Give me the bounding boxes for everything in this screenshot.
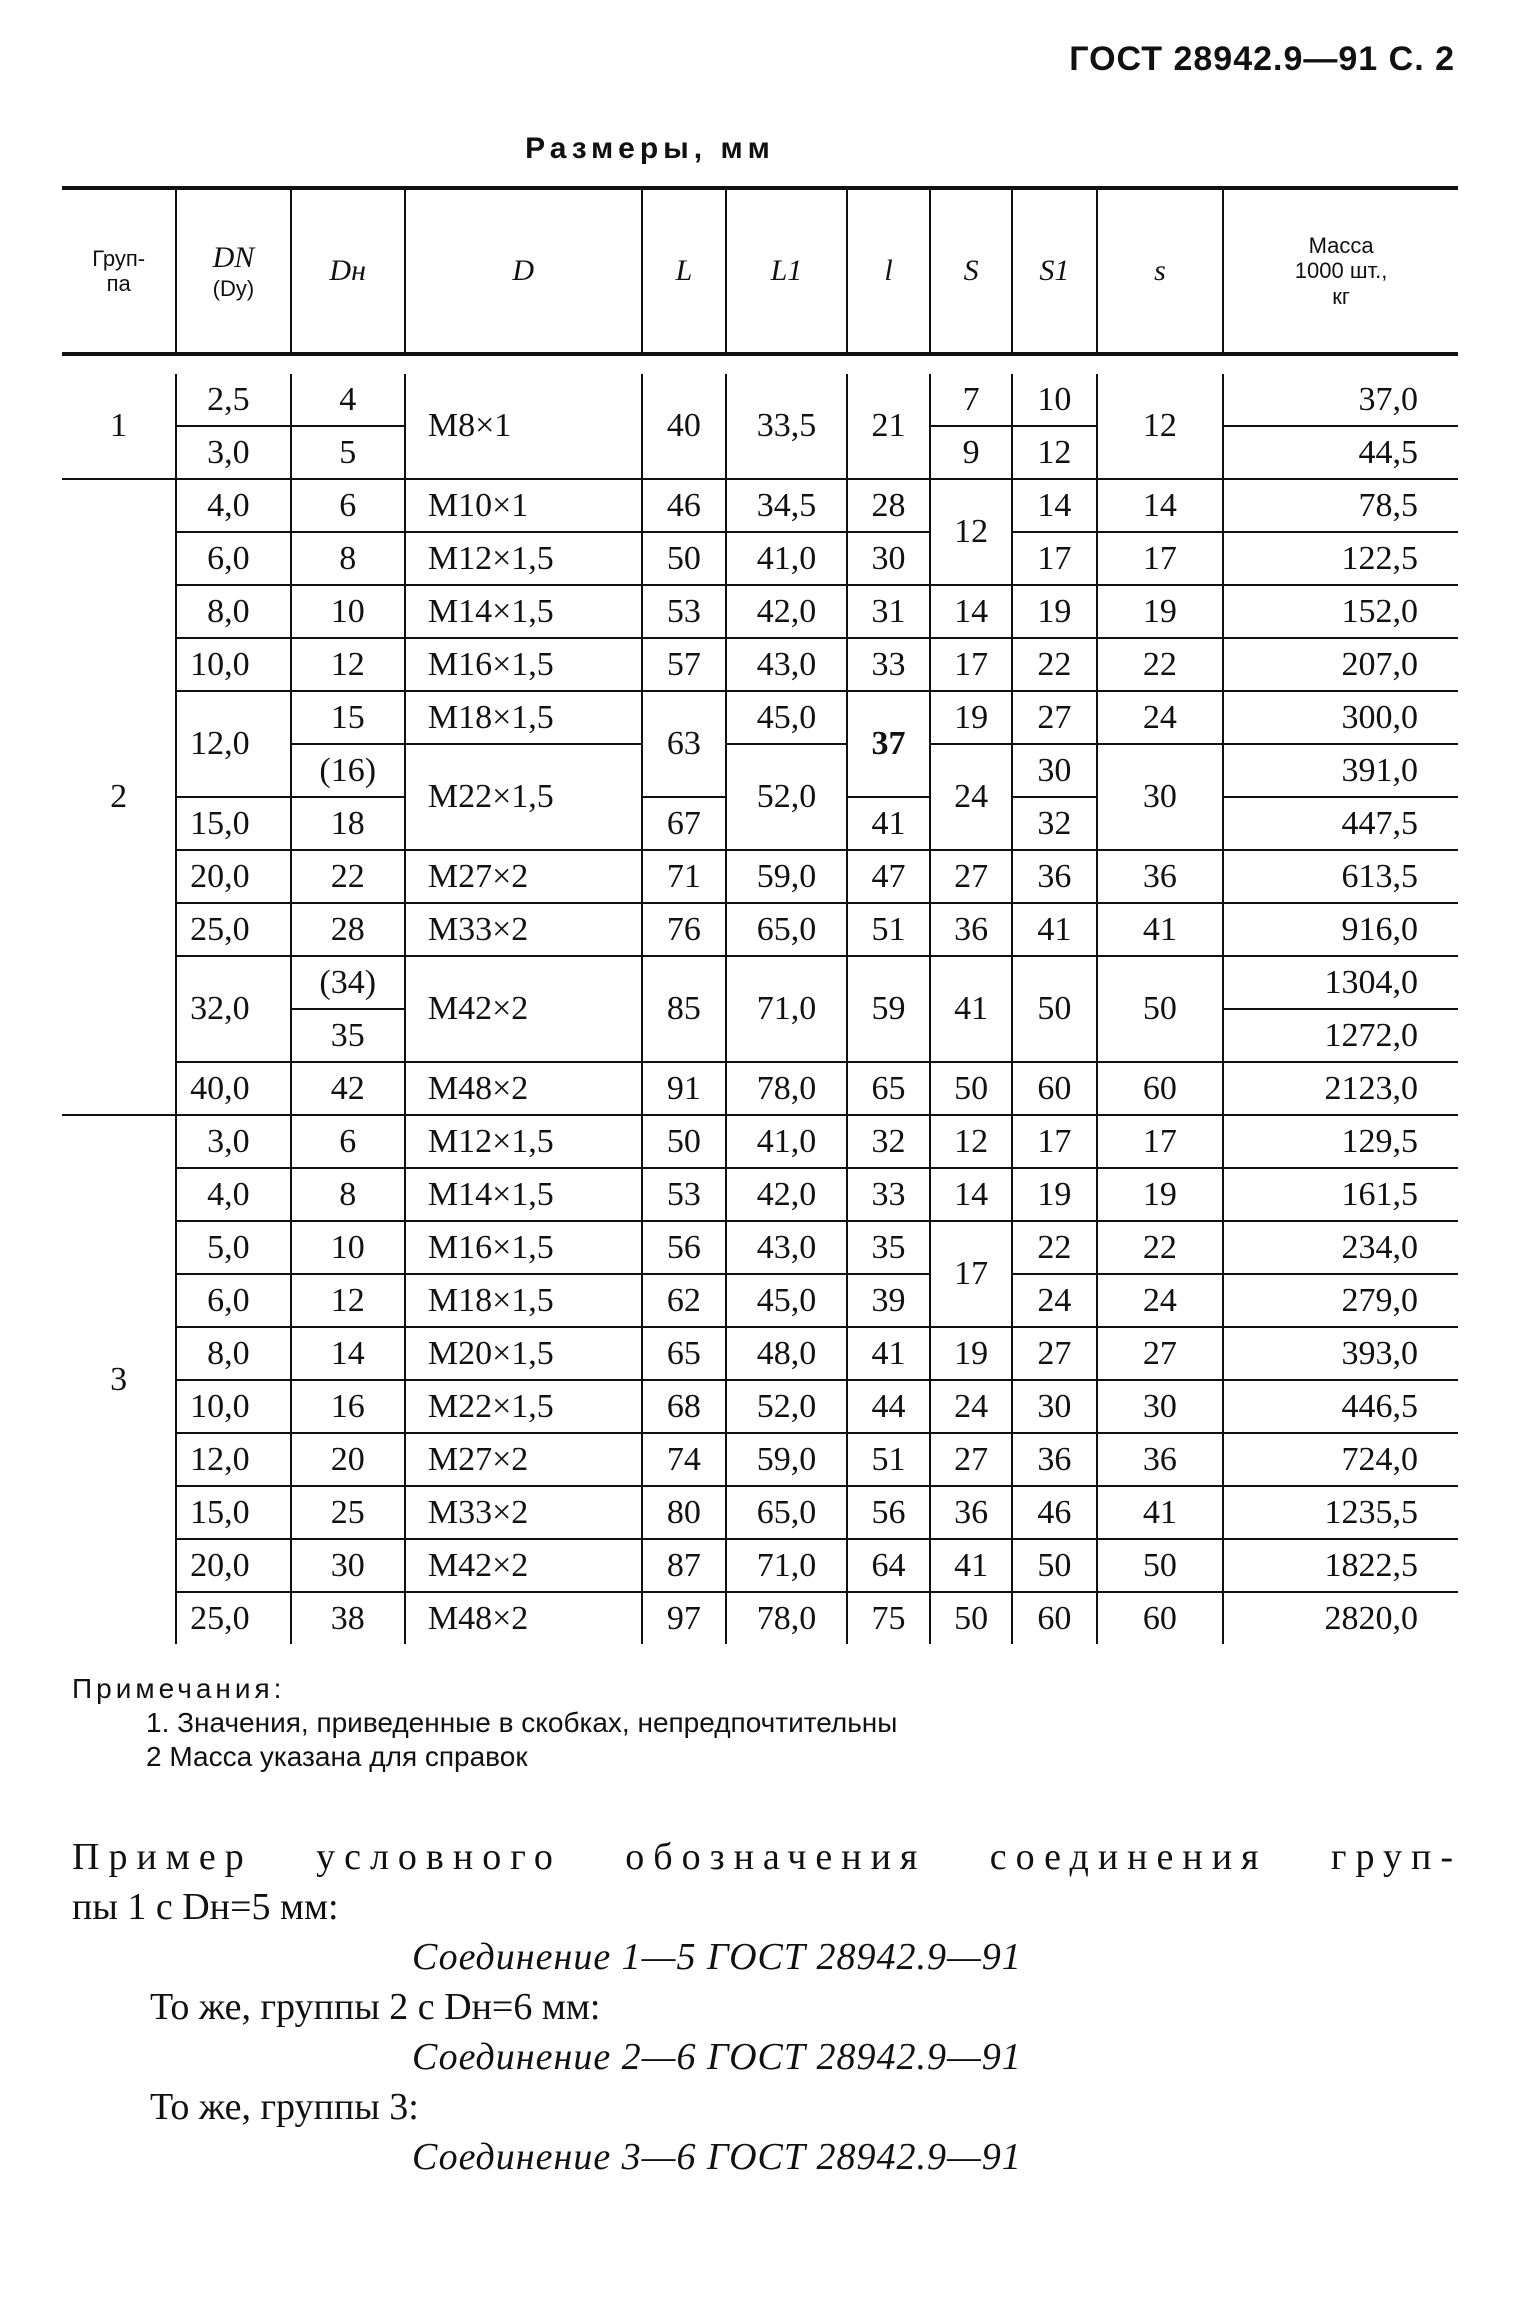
s-cell: 27: [930, 1433, 1012, 1486]
s-cell: 12: [930, 479, 1012, 585]
d-cell: M12×1,5: [405, 1115, 642, 1168]
mass-cell: 129,5: [1223, 1115, 1458, 1168]
table-row: [62, 1592, 1458, 1644]
s-small-cell: 17: [1097, 1115, 1224, 1168]
header-group: Груп- па: [62, 188, 176, 354]
l-small-cell: 28: [847, 479, 931, 532]
s1-cell: 60: [1012, 1592, 1097, 1644]
dn-cell: 10,0: [176, 638, 290, 691]
s-cell: 17: [930, 638, 1012, 691]
s-cell: 9: [930, 426, 1012, 479]
s1-cell: 17: [1012, 532, 1097, 585]
s-small-cell: 14: [1097, 479, 1224, 532]
table-row: [62, 903, 1458, 956]
mass-cell: 393,0: [1223, 1327, 1458, 1380]
d-cell: M16×1,5: [405, 638, 642, 691]
l1-cell: 42,0: [726, 1168, 846, 1221]
s1-cell: 30: [1012, 744, 1097, 797]
group-cell: 2: [62, 479, 176, 1115]
l1-cell: 45,0: [726, 1274, 846, 1327]
table-row: [62, 1539, 1458, 1592]
table-row: [62, 1486, 1458, 1539]
mass-cell: 161,5: [1223, 1168, 1458, 1221]
l-small-cell: 35: [847, 1221, 931, 1274]
dh-cell: (34): [291, 956, 405, 1009]
table-row: [62, 1433, 1458, 1486]
l-small-cell: 32: [847, 1115, 931, 1168]
d-cell: M14×1,5: [405, 585, 642, 638]
header-d-text: D: [512, 253, 535, 287]
s-cell: 19: [930, 691, 1012, 744]
s-cell: 36: [930, 1486, 1012, 1539]
dn-cell: 5,0: [176, 1221, 290, 1274]
s1-cell: 27: [1012, 691, 1097, 744]
table-row: [62, 1168, 1458, 1221]
l-small-cell: 39: [847, 1274, 931, 1327]
l1-cell: 34,5: [726, 479, 846, 532]
l1-cell: 71,0: [726, 956, 846, 1062]
s-small-cell: 50: [1097, 956, 1224, 1062]
mass-cell: 916,0: [1223, 903, 1458, 956]
s1-cell: 12: [1012, 426, 1097, 479]
dn-cell: 3,0: [176, 1115, 290, 1168]
d-cell: M22×1,5: [405, 744, 642, 850]
l1-cell: 52,0: [726, 1380, 846, 1433]
s-cell: 50: [930, 1062, 1012, 1115]
dh-cell: (16): [291, 744, 405, 797]
header-dn-text: DN: [212, 241, 255, 275]
mass-cell: 447,5: [1223, 797, 1458, 850]
s-cell: 12: [930, 1115, 1012, 1168]
dh-cell: 12: [291, 1274, 405, 1327]
designation-example: [72, 1832, 1462, 2182]
s-cell: 24: [930, 744, 1012, 850]
s1-cell: 22: [1012, 1221, 1097, 1274]
mass-cell: 279,0: [1223, 1274, 1458, 1327]
s-small-cell: 22: [1097, 1221, 1224, 1274]
mass-cell: 1822,5: [1223, 1539, 1458, 1592]
l1-cell: 48,0: [726, 1327, 846, 1380]
d-cell: M42×2: [405, 1539, 642, 1592]
mass-cell: 724,0: [1223, 1433, 1458, 1486]
table-header-row: [62, 188, 1458, 354]
dh-cell: 6: [291, 479, 405, 532]
dn-cell: 32,0: [176, 956, 290, 1062]
table-row: [62, 638, 1458, 691]
s1-cell: 27: [1012, 1327, 1097, 1380]
s-small-cell: 41: [1097, 903, 1224, 956]
l-small-cell: 59: [847, 956, 931, 1062]
s-small-cell: 30: [1097, 1380, 1224, 1433]
s1-cell: 14: [1012, 479, 1097, 532]
dn-cell: 15,0: [176, 1486, 290, 1539]
l1-cell: 45,0: [726, 691, 846, 744]
page-header: ГОСТ 28942.9—91 С. 2: [1069, 40, 1455, 78]
l1-cell: 41,0: [726, 1115, 846, 1168]
table-row: [62, 691, 1458, 744]
mass-cell: 37,0: [1223, 374, 1458, 426]
example-same-group-2: То же, группы 2 с Dн=6 мм:: [150, 1986, 601, 2028]
header-mass: Масса 1000 шт., кг: [1223, 188, 1458, 354]
mass-cell: 613,5: [1223, 850, 1458, 903]
s1-cell: 46: [1012, 1486, 1097, 1539]
s-small-cell: 19: [1097, 1168, 1224, 1221]
dn-cell: 20,0: [176, 850, 290, 903]
dn-cell: 8,0: [176, 585, 290, 638]
s1-cell: 19: [1012, 585, 1097, 638]
dh-cell: 4: [291, 374, 405, 426]
s-small-cell: 36: [1097, 850, 1224, 903]
s1-cell: 36: [1012, 850, 1097, 903]
mass-cell: 1235,5: [1223, 1486, 1458, 1539]
header-s-text: S: [963, 253, 979, 287]
s-cell: 19: [930, 1327, 1012, 1380]
s-small-cell: 12: [1097, 374, 1224, 479]
group-cell: 1: [62, 374, 176, 479]
dh-cell: 10: [291, 585, 405, 638]
d-cell: M42×2: [405, 956, 642, 1062]
mass-cell: 1272,0: [1223, 1009, 1458, 1062]
l-small-cell: 44: [847, 1380, 931, 1433]
s1-cell: 17: [1012, 1115, 1097, 1168]
header-s1: [1012, 188, 1097, 354]
s-cell: 36: [930, 903, 1012, 956]
dn-cell: 6,0: [176, 1274, 290, 1327]
s-cell: 7: [930, 374, 1012, 426]
l-cell: 71: [642, 850, 727, 903]
l-small-cell: 51: [847, 903, 931, 956]
l-cell: 53: [642, 1168, 727, 1221]
d-cell: M18×1,5: [405, 691, 642, 744]
s1-cell: 60: [1012, 1062, 1097, 1115]
table-caption: Размеры, мм: [525, 132, 775, 165]
dh-cell: 35: [291, 1009, 405, 1062]
s1-cell: 36: [1012, 1433, 1097, 1486]
mass-cell: 446,5: [1223, 1380, 1458, 1433]
s1-cell: 32: [1012, 797, 1097, 850]
l-small-cell: 41: [847, 1327, 931, 1380]
header-l: [642, 188, 727, 354]
l1-cell: 42,0: [726, 585, 846, 638]
mass-cell: 234,0: [1223, 1221, 1458, 1274]
header-s-small-text: s: [1154, 253, 1166, 287]
s-cell: 14: [930, 585, 1012, 638]
mass-cell: 78,5: [1223, 479, 1458, 532]
notes-title: Примечания:: [72, 1673, 286, 1704]
table-row: [62, 1115, 1458, 1168]
s1-cell: 19: [1012, 1168, 1097, 1221]
l-cell: 76: [642, 903, 727, 956]
dh-cell: 42: [291, 1062, 405, 1115]
d-cell: M12×1,5: [405, 532, 642, 585]
s1-cell: 41: [1012, 903, 1097, 956]
dn-cell: 20,0: [176, 1539, 290, 1592]
s-cell: 24: [930, 1380, 1012, 1433]
d-cell: M48×2: [405, 1062, 642, 1115]
l1-cell: 65,0: [726, 903, 846, 956]
s1-cell: 30: [1012, 1380, 1097, 1433]
l-small-cell: 41: [847, 797, 931, 850]
mass-cell: 1304,0: [1223, 956, 1458, 1009]
table-row: [62, 532, 1458, 585]
d-cell: M27×2: [405, 850, 642, 903]
designation-2: Соединение 2—6 ГОСТ 28942.9—91: [412, 2036, 1022, 2078]
mass-cell: 122,5: [1223, 532, 1458, 585]
s-small-cell: 19: [1097, 585, 1224, 638]
dn-cell: 12,0: [176, 1433, 290, 1486]
s-cell: 50: [930, 1592, 1012, 1644]
header-dh: [291, 188, 405, 354]
dh-cell: 6: [291, 1115, 405, 1168]
dn-cell: 8,0: [176, 1327, 290, 1380]
l1-cell: 71,0: [726, 1539, 846, 1592]
l-cell: 65: [642, 1327, 727, 1380]
dn-cell: 10,0: [176, 1380, 290, 1433]
mass-cell: 300,0: [1223, 691, 1458, 744]
s1-cell: 50: [1012, 1539, 1097, 1592]
header-dn: [176, 188, 290, 354]
dn-cell: 25,0: [176, 903, 290, 956]
dh-cell: 14: [291, 1327, 405, 1380]
dh-cell: 38: [291, 1592, 405, 1644]
dh-cell: 22: [291, 850, 405, 903]
table-row: [62, 374, 1458, 426]
l-cell: 50: [642, 1115, 727, 1168]
dn-cell: 3,0: [176, 426, 290, 479]
dh-cell: 10: [291, 1221, 405, 1274]
l-cell: 91: [642, 1062, 727, 1115]
l-cell: 46: [642, 479, 727, 532]
mass-cell: 44,5: [1223, 426, 1458, 479]
l1-cell: 43,0: [726, 1221, 846, 1274]
dn-cell: 4,0: [176, 479, 290, 532]
l-cell: 62: [642, 1274, 727, 1327]
s-small-cell: 60: [1097, 1592, 1224, 1644]
note-item: 1. Значения, приведенные в скобках, непредпочтительны: [146, 1707, 898, 1738]
dn-cell: 15,0: [176, 797, 290, 850]
l-small-cell: 31: [847, 585, 931, 638]
example-lead-end: пы 1 с Dн=5 мм:: [72, 1886, 339, 1928]
l-small-cell: 21: [847, 374, 931, 479]
dn-cell: 12,0: [176, 691, 290, 797]
l-cell: 57: [642, 638, 727, 691]
l-small-cell: 56: [847, 1486, 931, 1539]
header-d: [405, 188, 642, 354]
l-cell: 63: [642, 691, 727, 797]
l-cell: 74: [642, 1433, 727, 1486]
mass-cell: 2123,0: [1223, 1062, 1458, 1115]
l-small-cell: 51: [847, 1433, 931, 1486]
table-row: [62, 1380, 1458, 1433]
dh-cell: 18: [291, 797, 405, 850]
l-cell: 97: [642, 1592, 727, 1644]
s-small-cell: 50: [1097, 1539, 1224, 1592]
l-cell: 87: [642, 1539, 727, 1592]
l-small-cell: 47: [847, 850, 931, 903]
dh-cell: 20: [291, 1433, 405, 1486]
dh-cell: 12: [291, 638, 405, 691]
dimensions-table: [62, 186, 1458, 1644]
dh-cell: 28: [291, 903, 405, 956]
d-cell: M8×1: [405, 374, 642, 479]
header-l1-text: L1: [770, 253, 803, 287]
dn-cell: 2,5: [176, 374, 290, 426]
s-cell: 27: [930, 850, 1012, 903]
dh-cell: 15: [291, 691, 405, 744]
s-small-cell: 17: [1097, 532, 1224, 585]
l-cell: 67: [642, 797, 727, 850]
mass-cell: 207,0: [1223, 638, 1458, 691]
d-cell: M10×1: [405, 479, 642, 532]
notes-block: [72, 1672, 897, 1774]
l1-cell: 52,0: [726, 744, 846, 850]
mass-cell: 152,0: [1223, 585, 1458, 638]
d-cell: M33×2: [405, 903, 642, 956]
table-row: [62, 479, 1458, 532]
dh-cell: 5: [291, 426, 405, 479]
dh-cell: 8: [291, 1168, 405, 1221]
header-s1-text: S1: [1039, 253, 1070, 287]
table-spacer-row: [62, 354, 1458, 374]
l-cell: 40: [642, 374, 727, 479]
s-small-cell: 22: [1097, 638, 1224, 691]
s-small-cell: 27: [1097, 1327, 1224, 1380]
designation-3: Соединение 3—6 ГОСТ 28942.9—91: [412, 2136, 1022, 2178]
l-small-cell: 33: [847, 638, 931, 691]
d-cell: M22×1,5: [405, 1380, 642, 1433]
dn-cell: 40,0: [176, 1062, 290, 1115]
table-row: [62, 585, 1458, 638]
dh-cell: 25: [291, 1486, 405, 1539]
d-cell: M48×2: [405, 1592, 642, 1644]
l-small-cell: 30: [847, 532, 931, 585]
table-row: [62, 1274, 1458, 1327]
header-l-text: L: [675, 253, 693, 287]
dn-cell: 4,0: [176, 1168, 290, 1221]
s1-cell: 24: [1012, 1274, 1097, 1327]
l-small-cell: 65: [847, 1062, 931, 1115]
mass-cell: 2820,0: [1223, 1592, 1458, 1644]
s-cell: 14: [930, 1168, 1012, 1221]
header-l-small: [847, 188, 931, 354]
dh-cell: 30: [291, 1539, 405, 1592]
s-cell: 17: [930, 1221, 1012, 1327]
table-row: [62, 956, 1458, 1009]
s-small-cell: 41: [1097, 1486, 1224, 1539]
s-small-cell: 24: [1097, 691, 1224, 744]
header-l1: [726, 188, 846, 354]
l1-cell: 33,5: [726, 374, 846, 479]
dn-cell: 25,0: [176, 1592, 290, 1644]
s-small-cell: 30: [1097, 744, 1224, 850]
table-row: [62, 1062, 1458, 1115]
table-row: [62, 1221, 1458, 1274]
dh-cell: 16: [291, 1380, 405, 1433]
header-dh-text: Dн: [329, 253, 366, 287]
header-s-small: [1097, 188, 1224, 354]
l-cell: 50: [642, 532, 727, 585]
l-cell: 53: [642, 585, 727, 638]
header-s: [930, 188, 1012, 354]
l1-cell: 65,0: [726, 1486, 846, 1539]
l-cell: 68: [642, 1380, 727, 1433]
designation-1: Соединение 1—5 ГОСТ 28942.9—91: [412, 1936, 1022, 1978]
l-small-cell: 75: [847, 1592, 931, 1644]
s-small-cell: 24: [1097, 1274, 1224, 1327]
l-small-cell: 64: [847, 1539, 931, 1592]
l-small-cell: 37: [847, 691, 931, 797]
dh-cell: 8: [291, 532, 405, 585]
s-small-cell: 60: [1097, 1062, 1224, 1115]
table-row: [62, 850, 1458, 903]
dn-cell: 6,0: [176, 532, 290, 585]
s-small-cell: 36: [1097, 1433, 1224, 1486]
l1-cell: 41,0: [726, 532, 846, 585]
d-cell: M33×2: [405, 1486, 642, 1539]
l1-cell: 78,0: [726, 1592, 846, 1644]
s1-cell: 22: [1012, 638, 1097, 691]
d-cell: M20×1,5: [405, 1327, 642, 1380]
header-l-small-text: l: [884, 253, 893, 287]
l-cell: 85: [642, 956, 727, 1062]
l-cell: 80: [642, 1486, 727, 1539]
d-cell: M16×1,5: [405, 1221, 642, 1274]
l1-cell: 59,0: [726, 1433, 846, 1486]
l1-cell: 59,0: [726, 850, 846, 903]
header-dy-text: (Dу): [212, 275, 255, 301]
s1-cell: 50: [1012, 956, 1097, 1062]
note-item: 2 Масса указана для справок: [146, 1741, 528, 1772]
d-cell: M27×2: [405, 1433, 642, 1486]
l1-cell: 78,0: [726, 1062, 846, 1115]
s-cell: 41: [930, 1539, 1012, 1592]
example-same-group-3: То же, группы 3:: [150, 2086, 419, 2128]
d-cell: M14×1,5: [405, 1168, 642, 1221]
mass-cell: 391,0: [1223, 744, 1458, 797]
l1-cell: 43,0: [726, 638, 846, 691]
table-row: [62, 1327, 1458, 1380]
s-cell: 41: [930, 956, 1012, 1062]
example-lead: Пример условного обозначения соединения груп-: [72, 1836, 1462, 1878]
l-cell: 56: [642, 1221, 727, 1274]
group-cell: 3: [110, 1361, 128, 1398]
l-small-cell: 33: [847, 1168, 931, 1221]
d-cell: M18×1,5: [405, 1274, 642, 1327]
s1-cell: 10: [1012, 374, 1097, 426]
